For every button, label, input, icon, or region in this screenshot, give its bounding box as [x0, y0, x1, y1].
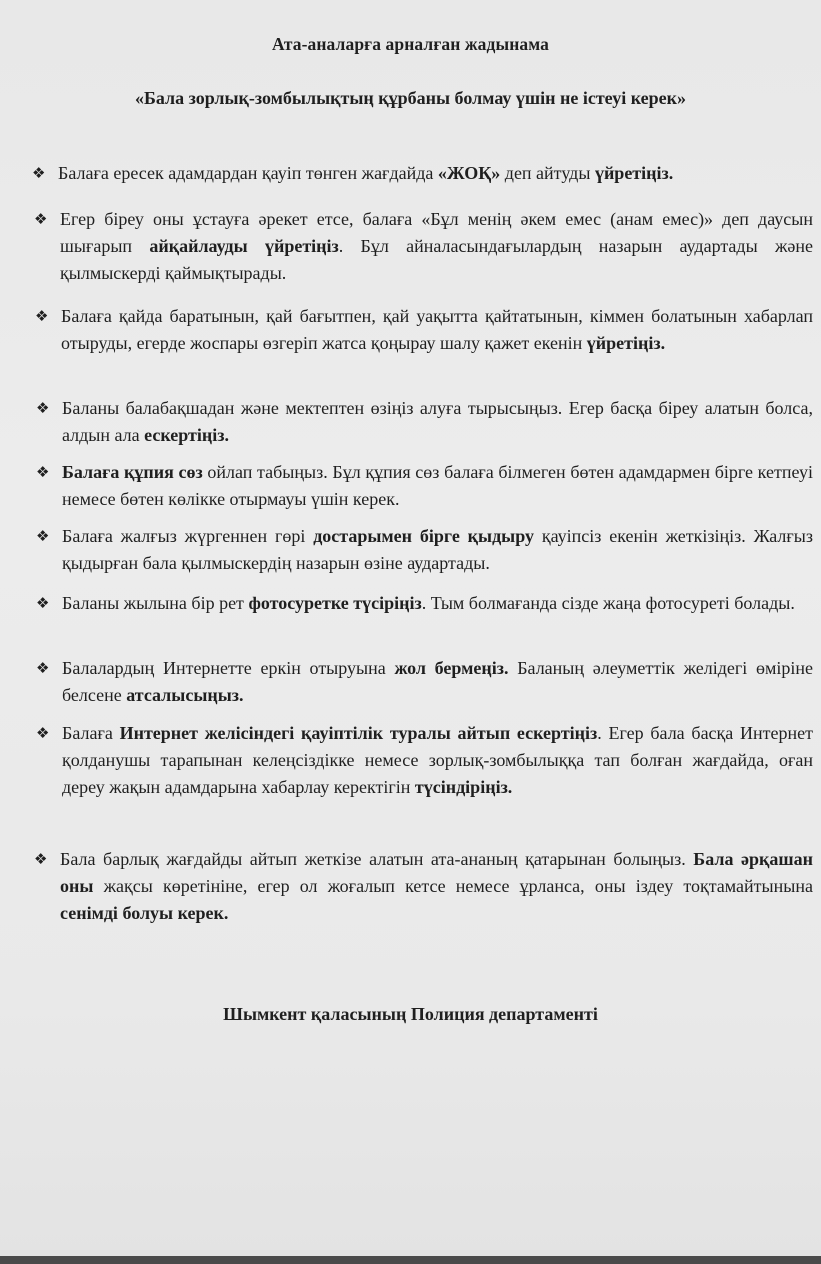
- diamond-bullet-icon: ❖: [34, 850, 48, 868]
- diamond-bullet-icon: ❖: [36, 527, 50, 545]
- emphasis-text: жол бермеңіз.: [394, 658, 509, 678]
- emphasis-text: Интернет желісіндегі қауіптілік туралы айтып ескертіңіз: [119, 723, 598, 743]
- memo-item: [36, 459, 813, 513]
- memo-item: [36, 523, 813, 577]
- emphasis-text: атсалысыңыз.: [126, 685, 244, 705]
- diamond-bullet-icon: ❖: [32, 164, 46, 182]
- diamond-bullet-icon: ❖: [36, 594, 50, 612]
- memo-item: [34, 206, 813, 287]
- body-text: Балаға жалғыз жүргеннен гөрі: [62, 526, 314, 546]
- diamond-bullet-icon: ❖: [36, 399, 50, 417]
- emphasis-text: Балаға құпия сөз: [62, 462, 203, 482]
- memo-item: [36, 590, 813, 617]
- body-text: Балаға: [62, 723, 120, 743]
- memo-item: [32, 160, 813, 187]
- diamond-bullet-icon: ❖: [36, 463, 50, 481]
- memo-item-text: [58, 163, 673, 183]
- body-text: Балаға қайда баратынын, қай бағытпен, қай уақытта қайтатынын, кіммен болатынын хабарлап отыруды, егерде жоспары өзгеріп жатса қоңырау шалу қажет екенін: [61, 306, 813, 353]
- body-text: Балаға ересек адамдардан қауіп төнген жағдайда: [58, 163, 438, 183]
- memo-item-text: [62, 723, 813, 797]
- memo-item-text: [60, 849, 813, 923]
- emphasis-text: айқайлауды үйретіңіз: [149, 236, 339, 256]
- memo-item-text: [61, 306, 813, 353]
- emphasis-text: «ЖОҚ»: [437, 163, 501, 183]
- emphasis-text: үйретіңіз.: [586, 333, 666, 353]
- memo-item: [36, 395, 813, 449]
- memo-footer: Шымкент қаласының Полиция департаменті: [223, 1004, 598, 1024]
- body-text: Балалардың Интернетте еркін отыруына: [62, 658, 395, 678]
- memo-item-text: [62, 526, 813, 573]
- body-text: . Тым болмағанда сізде жаңа фотосуреті болады.: [421, 593, 795, 613]
- memo-item-text: [62, 593, 795, 613]
- body-text: . Егер бала басқа Интернет қолданушы тарапынан келеңсіздікке немесе зорлық-зомбылыққа тап болған жағдайда, оған дереу жақын адамдарына хабарлау керектігін: [62, 723, 813, 797]
- body-text: қауіпсіз екенін жеткізіңіз. Жалғыз қыдырған бала қылмыскердің назарын өзіне аудартады.: [62, 526, 813, 573]
- memo-item: [34, 846, 813, 927]
- diamond-bullet-icon: ❖: [36, 724, 50, 742]
- memo-item-text: [62, 658, 813, 705]
- memo-item-text: [60, 209, 813, 283]
- body-text: жақсы көретініне, егер ол жоғалып кетсе немесе ұрланса, оны іздеу тоқтамайтынына: [93, 876, 813, 896]
- memo-title: Ата-аналарға арналған жадынама: [271, 34, 550, 54]
- memo-item-text: [62, 462, 813, 509]
- body-text: Баланың әлеуметтік желідегі өміріне белсене: [62, 658, 813, 705]
- memo-item: [36, 720, 813, 801]
- emphasis-text: Бала әрқашан оны: [60, 849, 813, 896]
- body-text: Бала барлық жағдайды айтып жеткізе алатын ата-ананың қатарынан болыңыз.: [60, 849, 694, 869]
- diamond-bullet-icon: ❖: [36, 659, 50, 677]
- memo-item: [36, 655, 813, 709]
- body-text: Егер біреу оны ұстауға әрекет етсе, балаға «Бұл менің әкем емес (анам емес)» деп даусын шығарып: [60, 209, 813, 256]
- table-surface: [0, 1256, 821, 1264]
- memo-item-text: [62, 398, 813, 445]
- body-text: ойлап табыңыз. Бұл құпия сөз балаға білмеген бөтен адамдармен бірге кетпеуі немесе бөтен көлікке отырмауы үшін керек.: [62, 462, 813, 509]
- diamond-bullet-icon: ❖: [34, 210, 48, 228]
- emphasis-text: ескертіңіз.: [144, 425, 229, 445]
- body-text: деп айтуды: [500, 163, 595, 183]
- body-text: . Бұл айналасындағылардың назарын аудартады және қылмыскерді қаймықтырады.: [60, 236, 813, 283]
- diamond-bullet-icon: ❖: [35, 307, 49, 325]
- emphasis-text: сенімді болуы керек.: [60, 903, 229, 923]
- emphasis-text: достарымен бірге қыдыру: [313, 526, 534, 546]
- emphasis-text: фотосуретке түсіріңіз: [248, 593, 422, 613]
- body-text: Баланы балабақшадан және мектептен өзіңіз алуға тырысыңыз. Егер басқа біреу алатын болса, алдын ала: [62, 398, 813, 445]
- body-text: Баланы жылына бір рет: [62, 593, 249, 613]
- memo-item: [35, 303, 813, 357]
- emphasis-text: түсіндіріңіз.: [414, 777, 513, 797]
- emphasis-text: үйретіңіз.: [594, 163, 674, 183]
- memo-subtitle: «Бала зорлық-зомбылықтың құрбаны болмау үшін не істеуі керек»: [135, 88, 686, 108]
